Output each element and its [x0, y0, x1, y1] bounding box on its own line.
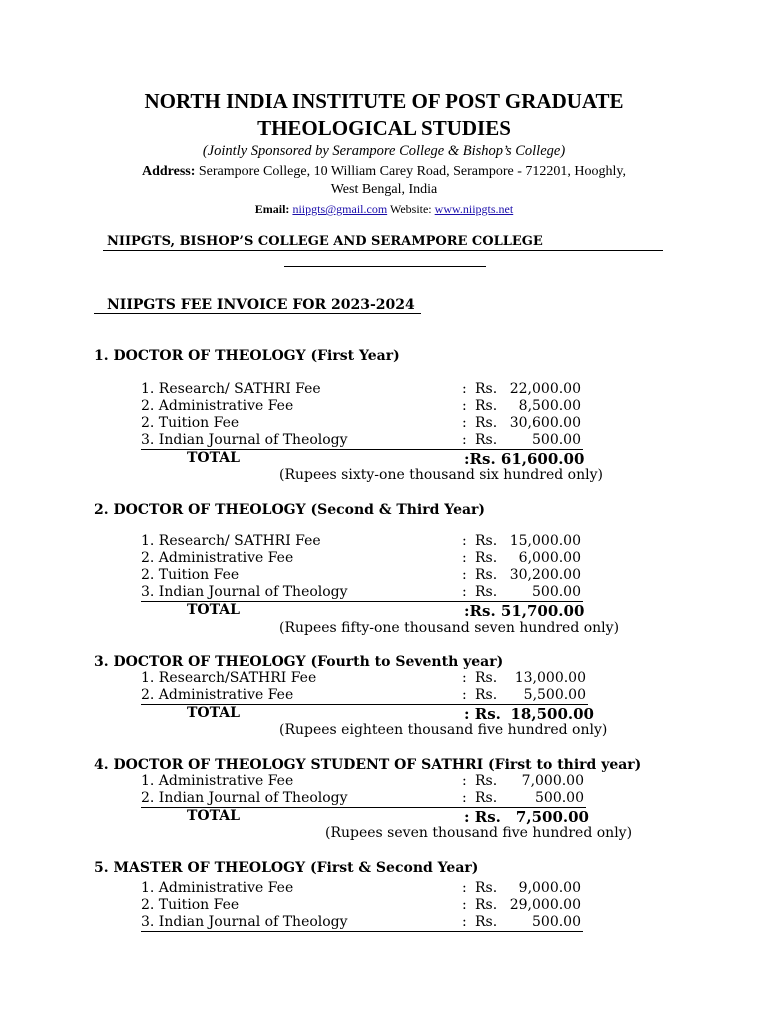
colon: :	[462, 773, 467, 789]
fee-label: 2. Tuition Fee	[141, 567, 240, 583]
fee-row	[141, 880, 581, 897]
fee-amount: 29,000.00	[509, 897, 581, 913]
rs-label: Rs.	[475, 381, 498, 397]
fee-row	[141, 567, 581, 584]
fee-amount: 30,600.00	[509, 415, 581, 431]
fee-amount: 9,000.00	[518, 880, 581, 896]
section-heading: 3. DOCTOR OF THEOLOGY (Fourth to Seventh year)	[94, 654, 504, 670]
fee-label: 2. Tuition Fee	[141, 897, 240, 913]
fee-amount: 5,500.00	[523, 687, 586, 703]
total-in-words: (Rupees sixty-one thousand six hundred only)	[279, 467, 603, 483]
colon: :	[462, 567, 467, 583]
fee-label: 3. Indian Journal of Theology	[141, 432, 348, 448]
colon: :	[462, 533, 467, 549]
rs-label: Rs.	[475, 897, 498, 913]
total-rs: : Rs.	[464, 705, 501, 723]
fee-row	[141, 432, 581, 449]
fee-amount: 500.00	[532, 584, 581, 600]
colon: :	[462, 432, 467, 448]
fee-amount: 6,000.00	[518, 550, 581, 566]
rs-label: Rs.	[475, 533, 498, 549]
total-in-words: (Rupees eighteen thousand five hundred only)	[279, 722, 608, 738]
rs-label: Rs.	[475, 567, 498, 583]
fee-label: 2. Administrative Fee	[141, 550, 294, 566]
fee-row	[141, 550, 581, 567]
section-heading: 2. DOCTOR OF THEOLOGY (Second & Third Year)	[94, 502, 486, 518]
total-label: TOTAL	[187, 602, 240, 618]
fee-row	[141, 790, 584, 807]
rs-label: Rs.	[475, 773, 498, 789]
total-rs: : Rs.	[464, 808, 501, 826]
rs-label: Rs.	[475, 432, 498, 448]
fee-row	[141, 670, 586, 687]
rs-label: Rs.	[475, 880, 498, 896]
fee-amount: 22,000.00	[509, 381, 581, 397]
colon: :	[462, 381, 467, 397]
fee-row	[141, 398, 581, 415]
section-heading: 4. DOCTOR OF THEOLOGY STUDENT OF SATHRI (First to third year)	[94, 757, 642, 773]
colon: :	[462, 415, 467, 431]
sponsor-line: (Jointly Sponsored by Serampore College & Bishop’s College)	[202, 143, 566, 159]
total-label: TOTAL	[187, 705, 240, 721]
rs-label: Rs.	[475, 687, 498, 703]
fee-amount: 7,000.00	[521, 773, 584, 789]
fee-label: 1. Research/ SATHRI Fee	[141, 533, 321, 549]
institute-title-line2: THEOLOGICAL STUDIES	[257, 116, 511, 140]
fee-amount: 500.00	[535, 790, 584, 806]
colon: :	[462, 914, 467, 930]
fee-row	[141, 415, 581, 432]
website-label: Website:	[389, 202, 432, 216]
address-line1	[0, 164, 768, 180]
total-in-words: (Rupees seven thousand five hundred only)	[325, 825, 633, 841]
fee-label: 2. Administrative Fee	[141, 398, 294, 414]
fee-row	[141, 687, 586, 704]
total-label: TOTAL	[187, 450, 240, 466]
colon: :	[462, 584, 467, 600]
colleges-underline	[103, 250, 663, 251]
address-label: Address:	[141, 164, 196, 179]
fee-label: 2. Administrative Fee	[141, 687, 294, 703]
email-label: Email:	[254, 202, 290, 216]
colon: :	[462, 880, 467, 896]
fee-label: 1. Research/SATHRI Fee	[141, 670, 317, 686]
fee-row	[141, 914, 581, 931]
rs-label: Rs.	[475, 584, 498, 600]
fee-amount: 8,500.00	[518, 398, 581, 414]
fee-label: 3. Indian Journal of Theology	[141, 914, 348, 930]
colon: :	[462, 897, 467, 913]
fee-amount: 500.00	[532, 914, 581, 930]
total-label: TOTAL	[187, 808, 240, 824]
section-end-rule	[141, 931, 583, 932]
fee-label: 2. Indian Journal of Theology	[141, 790, 348, 806]
total-amount: 7,500.00	[515, 808, 589, 826]
fee-amount: 30,200.00	[509, 567, 581, 583]
colleges-line: NIIPGTS, BISHOP’S COLLEGE AND SERAMPORE COLLEGE	[107, 234, 543, 249]
rs-label: Rs.	[475, 790, 498, 806]
colon: :	[462, 790, 467, 806]
fee-row	[141, 773, 584, 790]
fee-amount: 13,000.00	[514, 670, 586, 686]
website-link[interactable]: www.niipgts.net	[434, 202, 514, 216]
rs-label: Rs.	[475, 398, 498, 414]
fee-amount: 15,000.00	[509, 533, 581, 549]
rs-label: Rs.	[475, 550, 498, 566]
total-value: :Rs. 51,700.00	[464, 602, 585, 620]
total-amount: 18,500.00	[510, 705, 594, 723]
divider-line	[284, 266, 486, 267]
section-heading: 5. MASTER OF THEOLOGY (First & Second Year)	[94, 860, 479, 876]
fee-row	[141, 381, 581, 398]
rs-label: Rs.	[475, 670, 498, 686]
address-text: Serampore College, 10 William Carey Road, Serampore - 712201, Hooghly,	[198, 164, 627, 179]
institute-title-line1: NORTH INDIA INSTITUTE OF POST GRADUATE	[144, 89, 624, 113]
fee-label: 2. Tuition Fee	[141, 415, 240, 431]
invoice-title: NIIPGTS FEE INVOICE FOR 2023-2024	[107, 297, 415, 313]
total-value: :Rs. 61,600.00	[464, 450, 585, 468]
colon: :	[462, 687, 467, 703]
section-heading: 1. DOCTOR OF THEOLOGY (First Year)	[94, 348, 400, 364]
colon: :	[462, 550, 467, 566]
fee-row	[141, 533, 581, 550]
address-line2: West Bengal, India	[330, 182, 438, 197]
colon: :	[462, 670, 467, 686]
email-link[interactable]: niipgts@gmail.com	[292, 202, 388, 216]
colon: :	[462, 398, 467, 414]
contact-line	[0, 202, 768, 217]
fee-row	[141, 584, 581, 601]
invoice-title-underline	[94, 313, 421, 314]
fee-label: 1. Administrative Fee	[141, 880, 294, 896]
fee-label: 1. Administrative Fee	[141, 773, 294, 789]
total-in-words: (Rupees fifty-one thousand seven hundred only)	[279, 620, 620, 636]
fee-row	[141, 897, 581, 914]
fee-label: 1. Research/ SATHRI Fee	[141, 381, 321, 397]
fee-label: 3. Indian Journal of Theology	[141, 584, 348, 600]
rs-label: Rs.	[475, 415, 498, 431]
fee-amount: 500.00	[532, 432, 581, 448]
rs-label: Rs.	[475, 914, 498, 930]
